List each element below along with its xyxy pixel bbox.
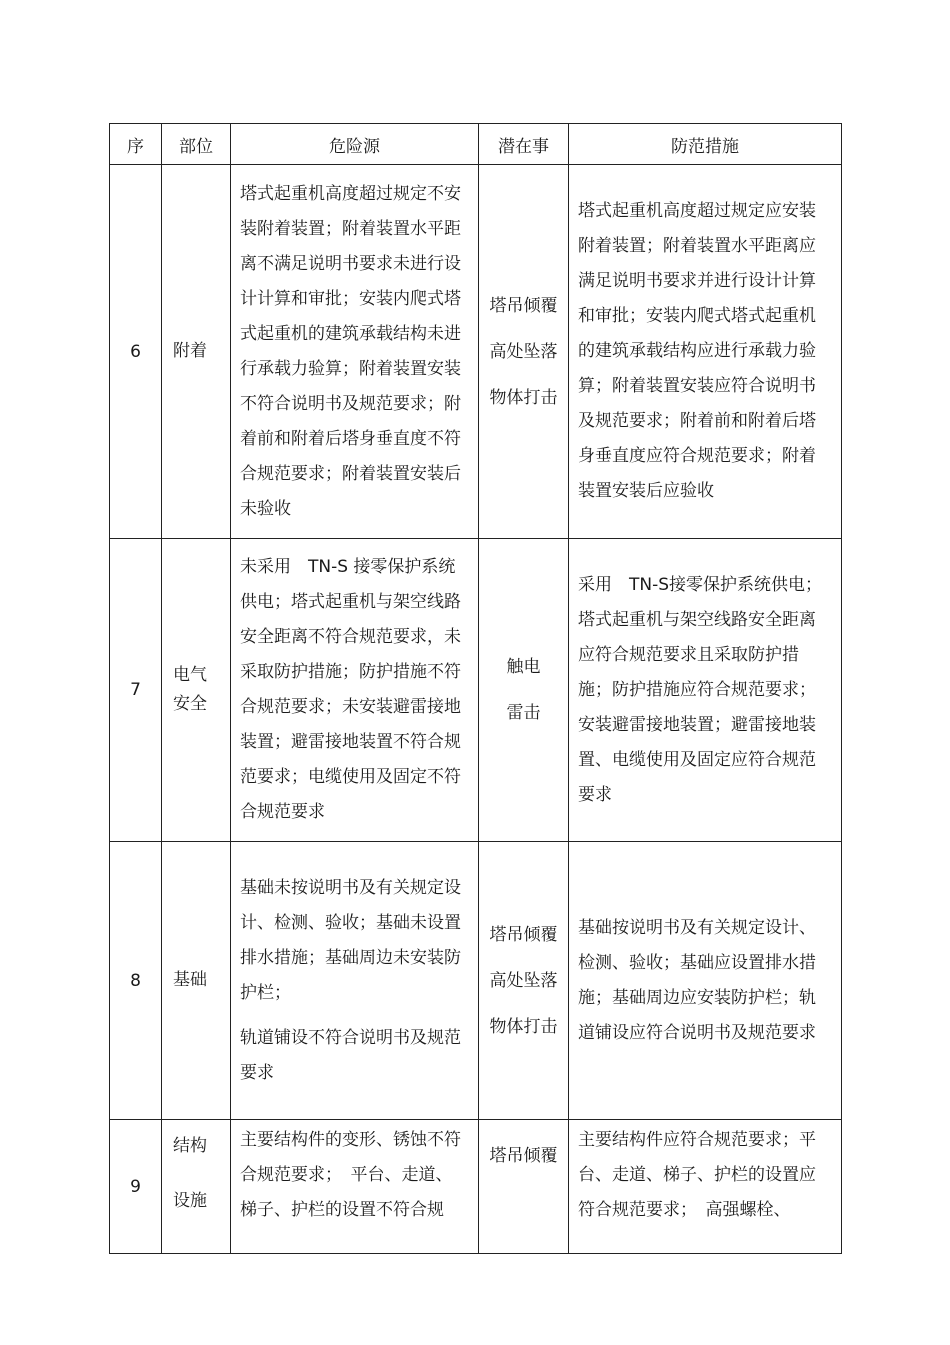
hazard-source: [231, 165, 479, 539]
potential-events: [479, 842, 569, 1120]
row-number: 9: [110, 1120, 162, 1254]
hazard-table: [109, 123, 842, 1254]
table-row: [110, 1120, 842, 1254]
event-item: 高处坠落: [489, 341, 558, 362]
table-row: [110, 165, 842, 539]
event-item: 物体打击: [489, 1016, 558, 1037]
table-row: [110, 842, 842, 1120]
header-row: [110, 124, 842, 165]
row-part: [162, 842, 231, 1120]
event-item: 雷击: [506, 703, 541, 723]
prevention-measures: [569, 1120, 842, 1254]
header-source: 危险源: [231, 124, 479, 165]
hazard-source: [231, 1120, 479, 1254]
potential-events: [479, 539, 569, 842]
source-text: 基础未按说明书及有关规定设计、检测、验收；基础未设置排水措施；基础周边未安装防护栏；: [240, 877, 461, 1003]
prevention-measures: [569, 842, 842, 1120]
row-part: [162, 539, 231, 842]
event-item: 物体打击: [489, 387, 558, 408]
header-part: 部位: [162, 124, 231, 165]
source-text: 塔式起重机高度超过规定不安装附着装置；附着装置水平距离不满足说明书要求未进行设计计算和审批；安装内爬式塔式起重机的建筑承载结构未进行承载力验算；附着装置安装不符合说明书及规范要求；附着前和附着后塔身垂直度不符合规范要求；附着装置安装后未验收: [240, 183, 461, 519]
row-number: 7: [110, 539, 162, 842]
part-line: 结构: [173, 1136, 207, 1156]
measures-text: 基础按说明书及有关规定设计、检测、验收；基础应设置排水措施；基础周边应安装防护栏；轨道铺设应符合说明书及规范要求: [578, 917, 816, 1043]
measures-text: 主要结构件应符合规范要求；平台、走道、梯子、护栏的设置应符合规范要求； 高强螺栓、: [578, 1130, 816, 1220]
part-line: 电气: [173, 665, 207, 685]
measures-text: 采用 TN-S接零保护系统供电；塔式起重机与架空线路安全距离应符合规范要求且采取防护措施；防护措施应符合规范要求；安装避雷接地装置；避雷接地装置、电缆使用及固定应符合规范要求: [578, 574, 823, 805]
source-text: 主要结构件的变形、锈蚀不符合规范要求； 平台、走道、梯子、护栏的设置不符合规: [240, 1130, 461, 1220]
event-item: 塔吊倾覆: [489, 1146, 558, 1166]
part-line: 安全: [173, 694, 207, 714]
header-measures: 防范措施: [569, 124, 842, 165]
measures-text: 塔式起重机高度超过规定应安装附着装置；附着装置水平距离应满足说明书要求并进行设计计算和审批；安装内爬式塔式起重机的建筑承载结构应进行承载力验算；附着装置安装应符合说明书及规范要求；附着前和附着后塔身垂直度应符合规范要求；附着装置安装后应验收: [578, 201, 816, 501]
part-line: 基础: [173, 970, 207, 990]
row-number: 8: [110, 842, 162, 1120]
event-item: 塔吊倾覆: [489, 924, 558, 945]
table-row: [110, 539, 842, 842]
row-part: [162, 1120, 231, 1254]
source-text: 轨道铺设不符合说明书及规范要求: [240, 1027, 461, 1083]
event-item: 高处坠落: [489, 970, 558, 991]
potential-events: [479, 165, 569, 539]
part-line: 设施: [173, 1191, 207, 1211]
row-part: [162, 165, 231, 539]
hazard-source: [231, 842, 479, 1120]
prevention-measures: [569, 539, 842, 842]
prevention-measures: [569, 165, 842, 539]
source-text: 未采用 TN-S 接零保护系统供电；塔式起重机与架空线路安全距离不符合规范要求，未采取防护措施；防护措施不符合规范要求；未安装避雷接地装置；避雷接地装置不符合规范要求；电缆使用及固定不符合规范要求: [240, 557, 461, 822]
header-no: 序: [110, 124, 162, 165]
part-line: 附着: [173, 341, 207, 361]
hazard-source: [231, 539, 479, 842]
potential-events: [479, 1120, 569, 1254]
header-event: 潜在事: [479, 124, 569, 165]
event-item: 塔吊倾覆: [489, 295, 558, 316]
event-item: 触电: [506, 657, 541, 677]
row-number: 6: [110, 165, 162, 539]
